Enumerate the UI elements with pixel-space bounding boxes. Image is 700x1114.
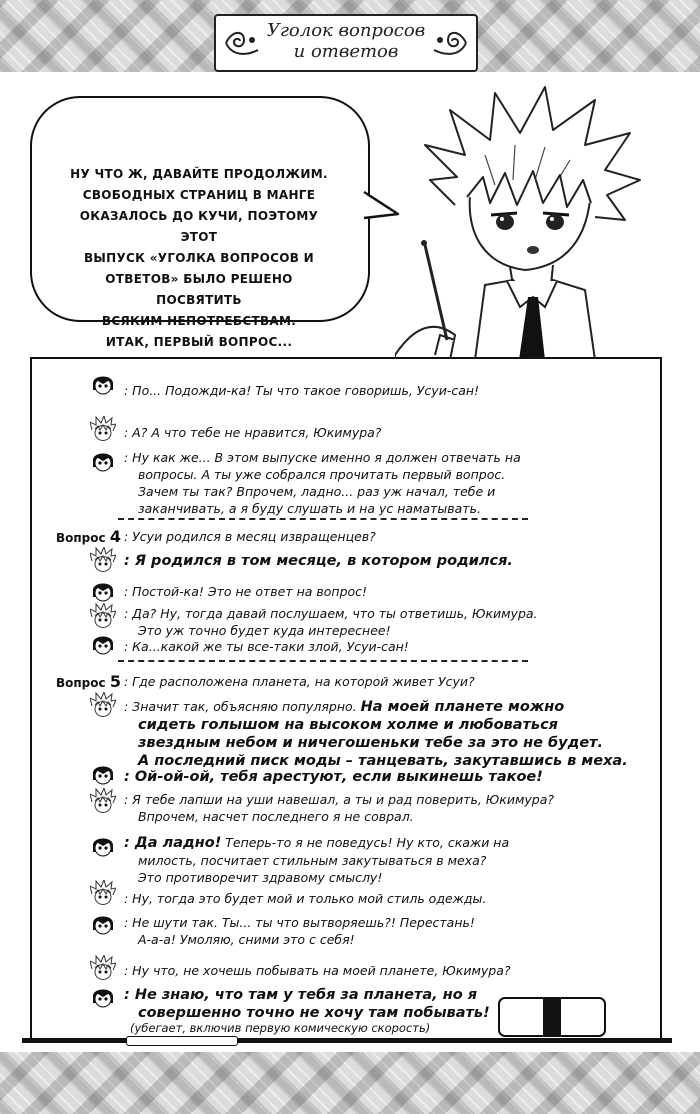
- dialogue-line: вопросы. А ты уже собрался прочитать первый вопрос.: [138, 467, 506, 482]
- dashed-divider: [118, 518, 528, 520]
- title-plate: [214, 14, 478, 72]
- dialogue-text: Теперь-то я не поведусь! Ну кто, скажи на: [225, 835, 510, 850]
- yukimura-head-icon: [90, 447, 116, 473]
- question-5-label: [56, 672, 121, 691]
- bubble-line: ИТАК, ПЕРВЫЙ ВОПРОС...: [105, 335, 293, 349]
- bubble-line: ВСЯКИМ НЕПОТРЕБСТВАМ.: [101, 314, 297, 328]
- dialogue-line: А последний писк моды – танцевать, закутавшись в меха.: [138, 753, 628, 769]
- dialogue-text: : Значит так, объясняю популярно.: [124, 699, 357, 714]
- dialogue-line: : Ну как же... В этом выпуске именно я должен отвечать на: [124, 450, 521, 465]
- title-line-2: и ответов: [293, 41, 399, 62]
- dialogue-line: : Ка...какой же ты все-таки злой, Усуи-сан!: [124, 639, 409, 654]
- yukimura-head-icon: [90, 983, 116, 1009]
- page-title: [266, 20, 426, 62]
- dashed-divider: [118, 660, 528, 662]
- usui-head-icon: [90, 416, 116, 442]
- dialogue-line: [124, 698, 564, 716]
- left-ornament-icon: [222, 28, 262, 58]
- question-text: : Усуи родился в месяц извращенцев?: [124, 529, 376, 544]
- question-4-label: [56, 527, 121, 546]
- question-number: 4: [109, 527, 121, 546]
- dialogue-line: : Ну, тогда это будет мой и только мой стиль одежды.: [124, 891, 487, 906]
- title-line-1: Уголок вопросов: [266, 20, 426, 41]
- question-number: 5: [109, 672, 121, 691]
- board-ledge: [22, 1038, 672, 1043]
- dialogue-line: А-а-а! Умоляю, сними это с себя!: [138, 932, 355, 947]
- dialogue-line: : Я тебе лапши на уши навешал, а ты и рад поверить, Юкимура?: [124, 792, 555, 807]
- dialogue-line: : Не знаю, что там у тебя за планета, но я: [124, 987, 478, 1003]
- dialogue-line: заканчивать, а я буду слушать и на ус наматывать.: [138, 501, 481, 516]
- dialogue-line: : Постой-ка! Это не ответ на вопрос!: [124, 584, 368, 599]
- dialogue-text-emphasis: На моей планете можно: [360, 699, 565, 715]
- dialogue-line: : А? А что тебе не нравится, Юкимура?: [124, 425, 382, 440]
- dialogue-line: : По... Подожди-ка! Ты что такое говоришь, Усуи-сан!: [124, 383, 480, 398]
- chalk-icon: [126, 1036, 238, 1046]
- dialogue-line: звездным небом и ничегошеньки тебе за это не будет.: [138, 735, 604, 751]
- bubble-line: НУ ЧТО Ж, ДАВАЙТЕ ПРОДОЛЖИМ.: [70, 167, 328, 181]
- question-label-text: Вопрос: [56, 531, 106, 545]
- dialogue-line: Впрочем, насчет последнего я не соврал.: [138, 809, 414, 824]
- yukimura-head-icon: [90, 577, 116, 603]
- bubble-line: ОТВЕТОВ» БЫЛО РЕШЕНО ПОСВЯТИТЬ: [105, 272, 293, 307]
- eraser-icon: [497, 996, 607, 1038]
- yukimura-head-icon: [90, 910, 116, 936]
- bubble-line: СВОБОДНЫХ СТРАНИЦ В МАНГЕ: [82, 188, 316, 202]
- dialogue-line: [124, 834, 509, 852]
- usui-head-icon: [90, 547, 116, 573]
- question-text: : Где расположена планета, на которой живет Усуи?: [124, 674, 475, 689]
- usui-head-icon: [90, 603, 116, 629]
- speech-bubble-text: [64, 164, 334, 353]
- usui-head-icon: [90, 788, 116, 814]
- dialogue-line: : Не шути так. Ты... ты что вытворяешь?! Перестань!: [124, 915, 475, 930]
- usui-head-icon: [90, 955, 116, 981]
- dialogue-line: : Ну что, не хочешь побывать на моей планете, Юкимура?: [124, 963, 511, 978]
- dialogue-line: Это уж точно будет куда интереснее!: [138, 623, 391, 638]
- character-illustration: [395, 85, 650, 360]
- bottom-plaid-border: [0, 1052, 700, 1114]
- right-ornament-icon: [430, 28, 470, 58]
- question-label-text: Вопрос: [56, 676, 106, 690]
- bubble-line: ВЫПУСК «УГОЛКА ВОПРОСОВ И: [83, 251, 315, 265]
- usui-head-icon: [90, 692, 116, 718]
- dialogue-line: сидеть голышом на высоком холме и любоваться: [138, 717, 558, 733]
- dialogue-line: Это противоречит здравому смыслу!: [138, 870, 383, 885]
- yukimura-head-icon: [90, 760, 116, 786]
- dialogue-text-emphasis: : Да ладно!: [124, 835, 222, 851]
- dialogue-line: милость, посчитает стильным закутываться в меха?: [138, 853, 487, 868]
- dialogue-line: : Я родился в том месяце, в котором родился.: [124, 553, 513, 569]
- usui-head-icon: [90, 880, 116, 906]
- bubble-line: ОКАЗАЛОСЬ ДО КУЧИ, ПОЭТОМУ ЭТОТ: [79, 209, 319, 244]
- stage-direction: (убегает, включив первую комическую скорость): [130, 1021, 431, 1035]
- dialogue-line: совершенно точно не хочу там побывать!: [138, 1005, 490, 1021]
- yukimura-head-icon: [90, 630, 116, 656]
- yukimura-head-icon: [90, 370, 116, 396]
- dialogue-line: : Ой-ой-ой, тебя арестуют, если выкинешь такое!: [124, 769, 543, 785]
- dialogue-line: Зачем ты так? Впрочем, ладно... раз уж начал, тебе и: [138, 484, 496, 499]
- dialogue-line: : Да? Ну, тогда давай послушаем, что ты ответишь, Юкимура.: [124, 606, 538, 621]
- yukimura-head-icon: [90, 832, 116, 858]
